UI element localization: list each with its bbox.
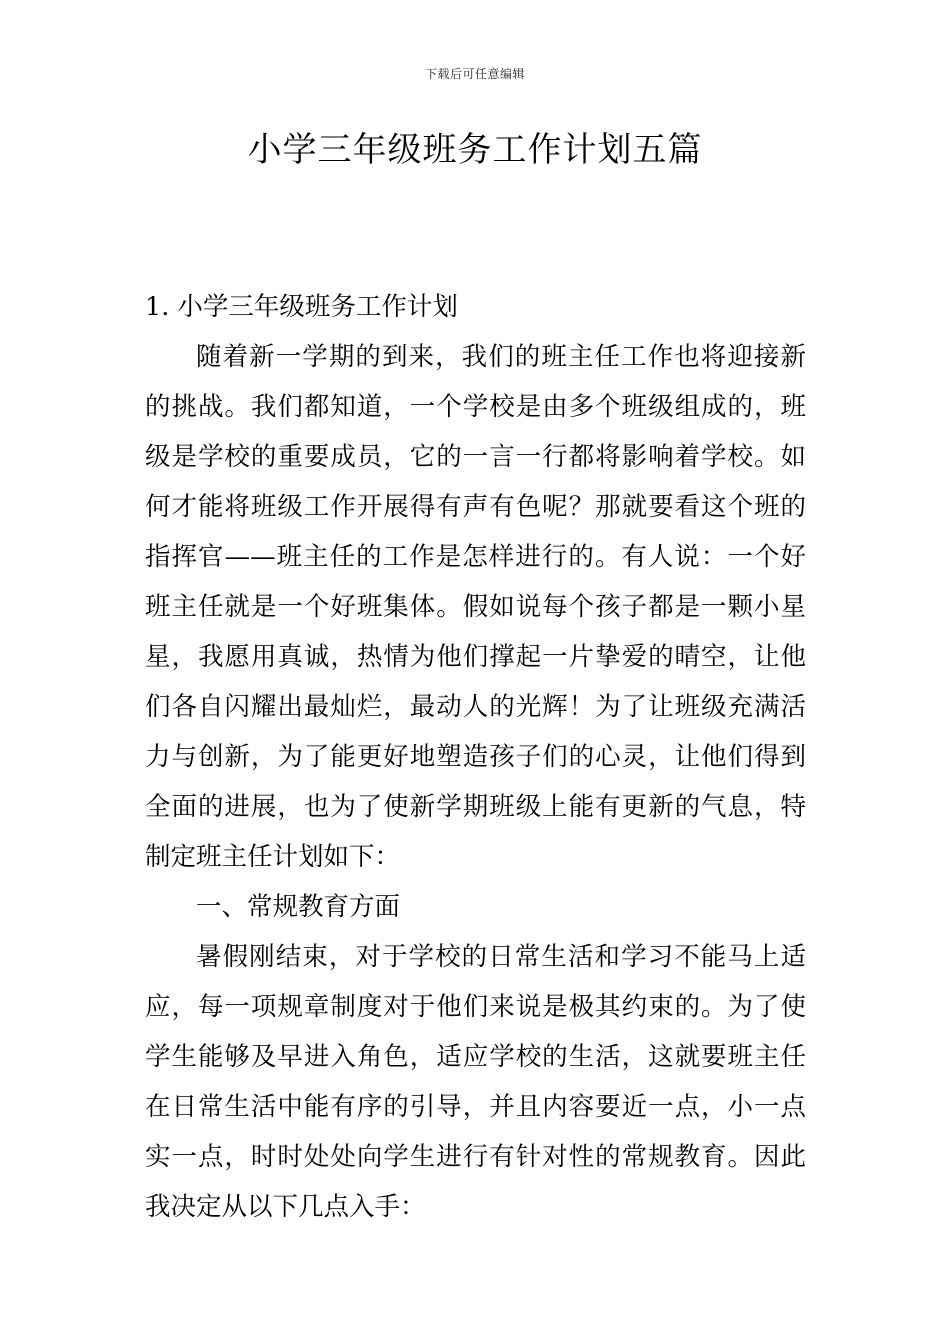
section-title: 1. 小学三年级班务工作计划 — [145, 292, 458, 322]
paragraph-intro: 随着新一学期的到来，我们的班主任工作也将迎接新的挑战。我们都知道，一个学校是由多个班级组成的，班级是学校的重要成员，它的一言一行都将影响着学校。如何才能将班级工作开展得有声有色呢？那就要看这个班的指挥官——班主任的工作是怎样进行的。有人说：一个好班主任就是一个好班集体。假如说每个孩子都是一颗小星星，我愿用真诚，热情为他们撑起一片挚爱的晴空，让他们各自闪耀出最灿烂，最动人的光辉！为了让班级充满活力与创新，为了能更好地塑造孩子们的心灵，让他们得到全面的进展，也为了使新学期班级上能有更新的气息，特制定班主任计划如下： — [145, 342, 806, 872]
header-note: 下载后可任意编辑 — [424, 67, 525, 81]
document-title: 小学三年级班务工作计划五篇 — [247, 130, 703, 170]
paragraph-routine-education: 暑假刚结束，对于学校的日常生活和学习不能马上适应，每一项规章制度对于他们来说是极其约束的。为了使学生能够及早进入角色，适应学校的生活，这就要班主任在日常生活中能有序的引导，并且内容要近一点，小一点实一点，时时处处向学生进行有针对性的常规教育。因此我决定从以下几点入手： — [145, 942, 806, 1222]
document-body — [145, 282, 806, 1232]
subsection-heading: 一、常规教育方面 — [196, 892, 401, 922]
